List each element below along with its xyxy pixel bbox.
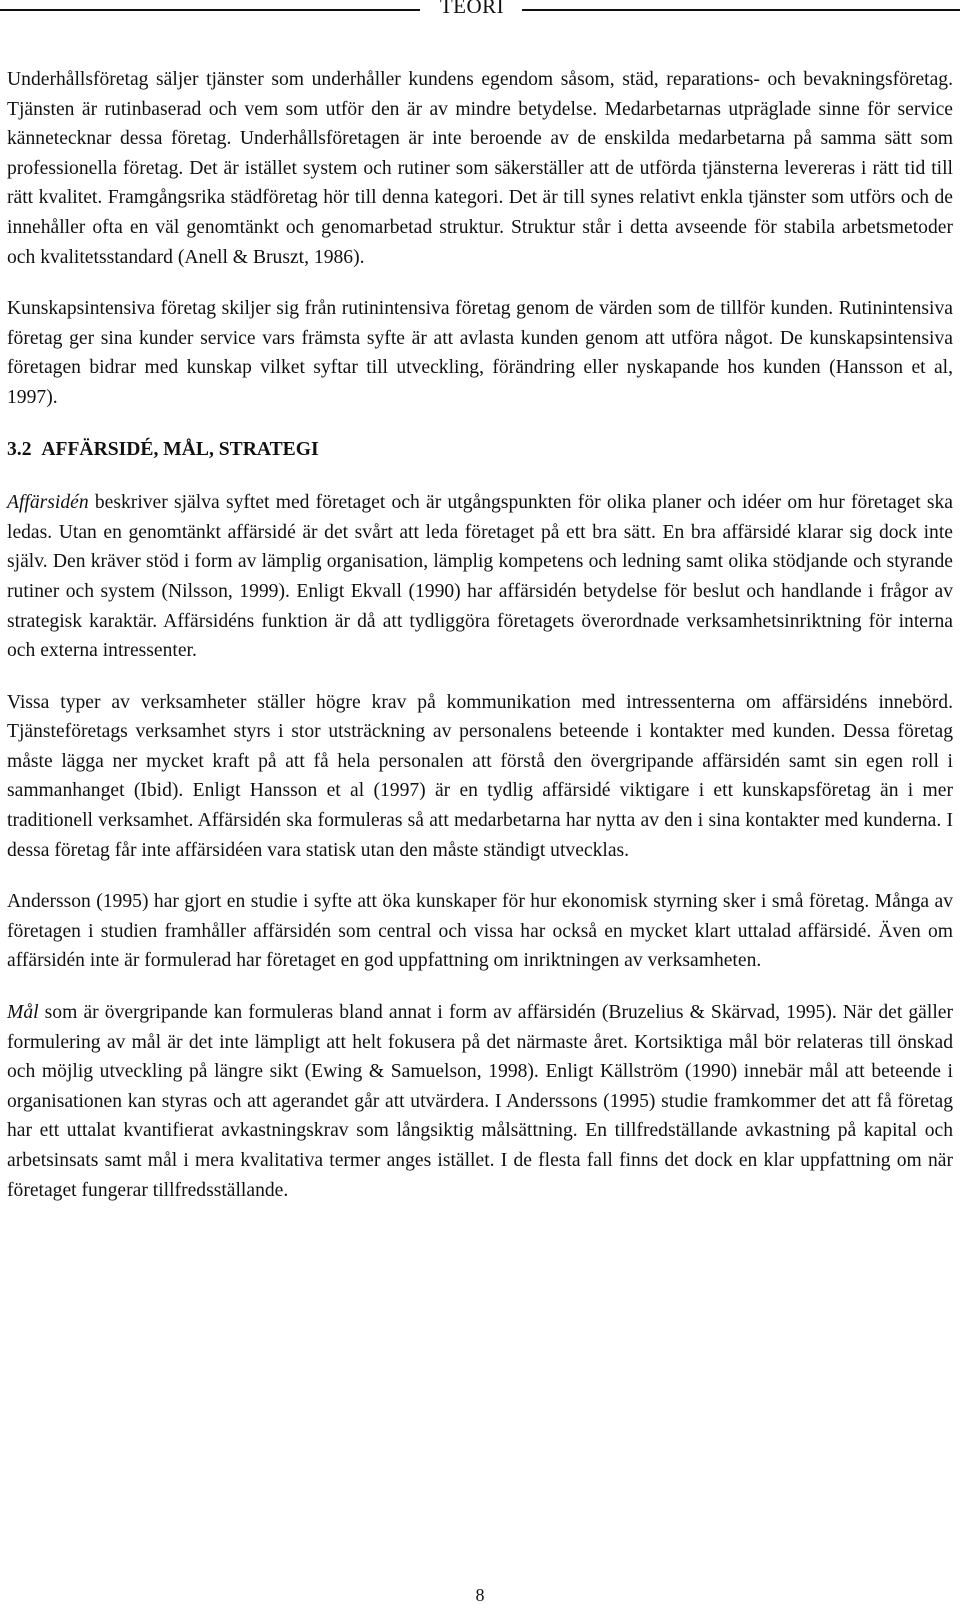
paragraph-affarsiden [7, 488, 953, 666]
header-rule-left [0, 9, 420, 11]
section-number: 3.2 [7, 438, 32, 460]
paragraph-affarsiden-text: beskriver själva syftet med företaget och är utgångspunkten för olika planer och idéer om hur företaget ska ledas. Utan en genomtänkt affärsidé är det svårt att leda företaget på ett bra sätt. En bra affärsidé klarar sig dock inte själv. Den kräver stöd i form av lämplig organisation, lämplig kompetens och ledning samt olika stödjande och styrande rutiner och system (Nilsson, 1999). Enligt Ekvall (1990) har affärsidén betydelse för beslut och handlande i frågor av strategisk karaktär. Affärsidéns funktion är då att tydliggöra företagets överordnade verksamhetsinriktning för interna och externa intressenter. [7, 492, 953, 662]
page-number: 8 [475, 1585, 485, 1605]
paragraph-kommunikation: Vissa typer av verksamheter ställer högre krav på kommunikation med intressenterna om affärsidéns innebörd. Tjänsteföretags verksamhet styrs i stor utsträckning av personalens beteende i kontakter med kunden. Dessa företag måste lägga ner mycket kraft på att få hela personalen att förstå den övergripande affärsidén samt sin egen roll i sammanhanget (Ibid). Enligt Hansson et al (1997) är en tydlig affärsidé viktigare i ett kunskapsföretag än i mer traditionell verksamhet. Affärsidén ska formuleras så att medarbetarna har nytta av den i sina kontakter med kunderna. I dessa företag får inte affärsidéen vara statisk utan den måste ständigt utvecklas. [7, 691, 953, 861]
paragraph-kunskapsintensiva: Kunskapsintensiva företag skiljer sig från rutinintensiva företag genom de värden som de tillför kunden. Rutinintensiva företag ger sina kunder service vars främsta syfte är att avlasta kunden genom att utföra något. De kunskapsintensiva företagen bidrar med kunskap vilket syftar till utveckling, förändring eller nyskapande hos kunden (Hansson et al, 1997). [7, 298, 953, 408]
paragraph-andersson: Andersson (1995) har gjort en studie i syfte att öka kunskaper för hur ekonomisk styrning sker i små företag. Många av företagen i studien framhåller affärsidén som central och vissa har också en mycket klart uttalad affärsidé. Även om affärsidén inte är formulerad har företaget en god uppfattning om inriktningen av verksamheten. [7, 891, 953, 972]
paragraph-mal-text: som är övergripande kan formuleras bland annat i form av affärsidén (Bruzelius & Skärvad, 1995). När det gäller formulering av mål är det inte lämpligt att helt fokusera på det närmaste året. Kortsiktiga mål bör relateras till önskad och möjlig utveckling på längre sikt (Ewing & Samuelson, 1998). Enligt Källström (1990) innebär mål att beteende i organisationen kan styras och att agerandet går att utvärdera. I Anderssons (1995) studie framkommer det att få företag har ett uttalat kvantifierat avkastningskrav som långsiktig målsättning. En tillfredställande avkastning på kapital och arbetsinsats samt mål i mera kvalitativa termer anges istället. I de flesta fall finns det dock en klar uppfattning om när företaget fungerar tillfredsställande. [7, 1002, 953, 1201]
document-body [7, 65, 953, 1227]
header-title: TEORI [439, 0, 505, 18]
paragraph-underhallsforetag: Underhållsföretag säljer tjänster som underhåller kundens egendom såsom, städ, reparations- och bevakningsföretag. Tjänsten är rutinbaserad och vem som utför den är av mindre betydelse. Medarbetarnas utpräglade sinne för service kännetecknar dessa företag. Underhållsföretagen är inte beroende av de enskilda medarbetarna på samma sätt som professionella företag. Det är istället system och rutiner som säkerställer att de utförda tjänsterna levereras i rätt tid till rätt kvalitet. Framgångsrika städföretag hör till denna kategori. Det är till synes relativt enkla tjänster som utförs och de innehåller ofta en väl genomtänkt och genomarbetad struktur. Struktur står i detta avseende för stabila arbetsmetoder och kvalitetsstandard (Anell & Bruszt, 1986). [7, 69, 953, 268]
section-title: AFFÄRSIDÉ, MÅL, STRATEGI [41, 438, 319, 460]
paragraph-mal [7, 998, 953, 1205]
header-rule-right [522, 9, 960, 11]
running-header [0, 0, 960, 26]
term-affarsiden: Affärsidén [7, 492, 89, 514]
term-mal: Mål [7, 1002, 39, 1024]
section-heading [7, 435, 953, 465]
